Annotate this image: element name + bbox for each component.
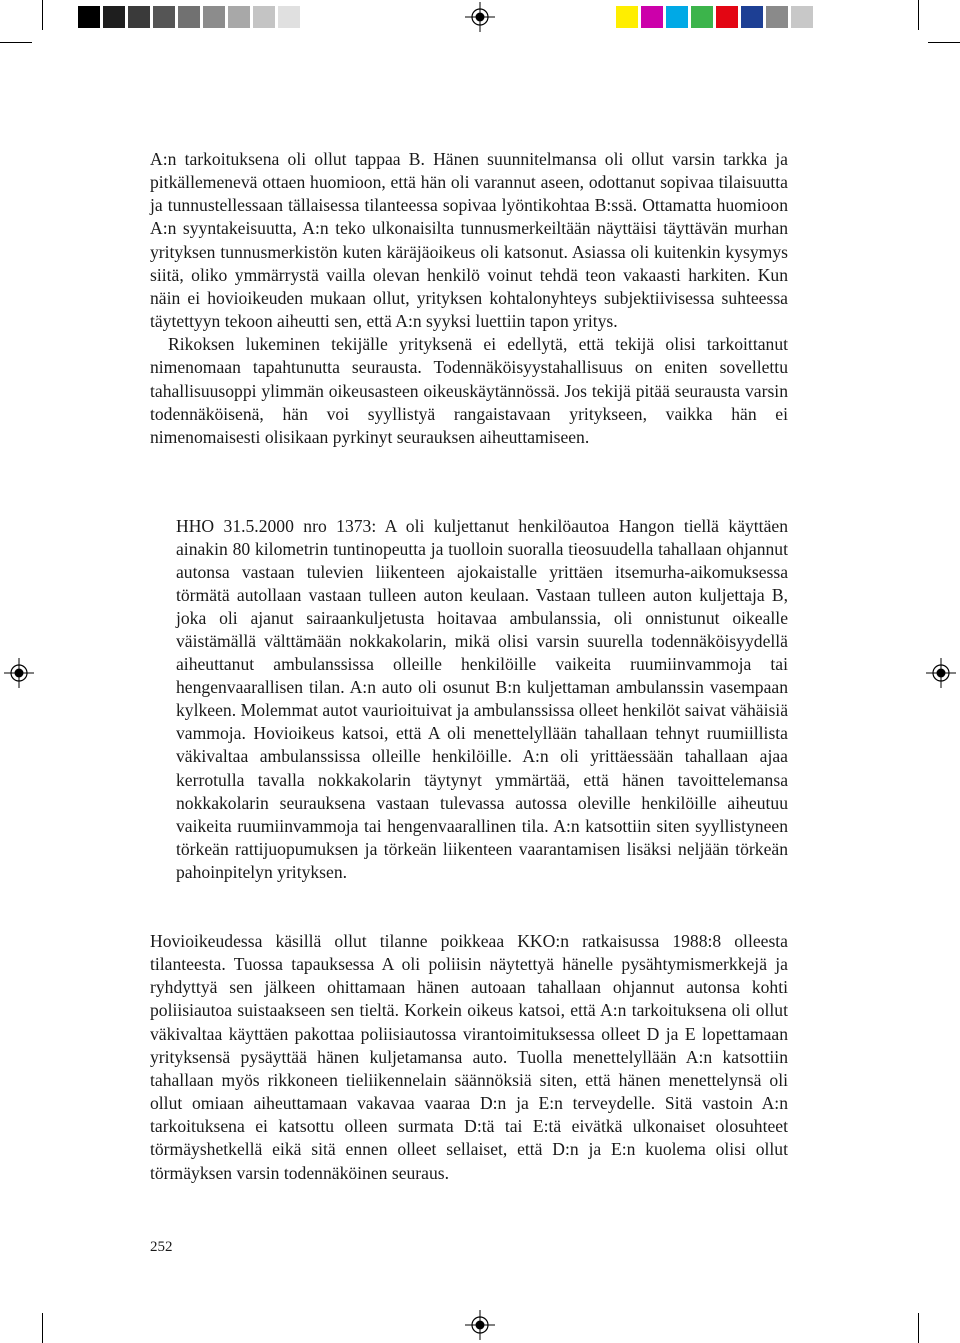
- crop-mark-top-left-horizontal: [0, 42, 32, 43]
- gray-swatch: [278, 6, 300, 28]
- color-swatch: [791, 6, 813, 28]
- gray-swatch: [178, 6, 200, 28]
- gray-swatch: [78, 6, 100, 28]
- paragraph-1: A:n tarkoituksena oli ollut tappaa B. Hänen suunnitelmansa oli ollut varsin tarkka ja pitkällemenevä ottaen huomioon, että hän oli varannut aseen, odottanut sopivaa tilaisuutta ja tunnustellessaan tällaisessa tilanteessa sopivaa lyöntikohtaa B:ssä. Ottamatta huomioon A:n syyntakeisuutta, A:n teko ulkonaisilta tunnusmerkeiltään näyttäisi täyttävän murhan yrityksen tunnusmerkistön kuten käräjäoikeus oli katsonut. Asiassa oli kuitenkin kysymys siitä, oliko ymmärrystä vailla olevan henkilö voinut tehdä teon vakaasti harkiten. Kun näin ei hovioikeuden mukaan ollut, yrityksen kohtalonyhteys subjektiivisessa suhteessa täytettyyn tekoon aiheutti sen, että A:n syyksi luettiin tapon yritys.: [150, 149, 788, 332]
- registration-mark-icon: [465, 1310, 495, 1340]
- page-number: 252: [150, 1239, 173, 1255]
- gray-swatch: [228, 6, 250, 28]
- color-swatch: [741, 6, 763, 28]
- color-swatch: [716, 6, 738, 28]
- registration-mark-icon: [465, 2, 495, 32]
- gray-swatch: [128, 6, 150, 28]
- registration-mark-icon: [926, 658, 956, 688]
- color-swatch: [766, 6, 788, 28]
- color-swatch: [616, 6, 638, 28]
- case-excerpt: [176, 515, 788, 884]
- color-swatch: [691, 6, 713, 28]
- case-text: HHO 31.5.2000 nro 1373: A oli kuljettanut henkilöautoa Hangon tiellä käyttäen ainakin 80 kilometrin tuntinopeutta ja tuolloin suoralla tieosuudella tahallaan ohjannut autonsa vastaan tulevien liikenteen ajokaistalle yrittäen itsemurha-aikomuksessa törmätä autollaan vastaan tulleen auton keulaan. Vastaan tulleen auton kuljettaja B, joka oli ajanut sairaankuljetusta hoitavaa ambulanssia, oli onnistunut oikealle väistämällä välttämään nokkakolarin, mikä olisi varsin suurella todennäköisyydellä aiheuttanut ambulanssissa olleille henkilöille vaikeita ruumiinvammoja tai hengenvaarallisen tilan. A:n auto oli osunut B:n kuljettaman ambulanssin vasempaan kylkeen. Molemmat autot vaurioituivat ja ambulanssissa olleet henkilöt saivat vähäisiä vammoja. Hovioikeus katsoi, että A oli menettelyllään tahallaan tehnyt ruumiillista väkivaltaa ambulanssissa olleille henkilöille. A:n oli yrittäessään tahallaan ajaa kerrotulla tavalla nokkakolarin täytynyt ymmärtää, että hänen tavoittelemansa nokkakolarin seurauksena vastaan tulevassa autossa oleville henkilöille aiheutuu vaikeita ruumiinvammoja tai hengenvaarallinen tila. A:n katsottiin siten syyllistyneen törkeän rattijuopumuksen ja törkeän liikenteen vaarantamisen lisäksi neljään törkeän pahoinpitelyn yrityksen.: [176, 516, 788, 882]
- gray-swatch: [253, 6, 275, 28]
- gray-swatch: [203, 6, 225, 28]
- color-swatch: [641, 6, 663, 28]
- main-text-bottom: [150, 930, 788, 1185]
- crop-mark-top-right-vertical: [918, 0, 919, 30]
- crop-mark-bottom-right-vertical: [918, 1313, 919, 1343]
- paragraph-2: Rikoksen lukeminen tekijälle yrityksenä ei edellytä, että tekijä olisi tarkoittanut nimenomaan tapahtunutta seurausta. Todennäköisyystahallisuus on eniten sovellettu tahallisuusoppi ylimmän oikeusasteen oikeuskäytännössä. Jos tekijä pitää seurausta varsin todennäköisenä, hän voi syyllistyä rangaistavaan yritykseen, vaikka hän ei nimenomaisesti olisikaan pyrkinyt seurauksen aiheuttamiseen.: [150, 334, 788, 447]
- crop-mark-top-left-vertical: [42, 0, 43, 30]
- crop-mark-bottom-left-vertical: [42, 1313, 43, 1343]
- main-text-top: [150, 148, 788, 449]
- gray-swatch: [103, 6, 125, 28]
- color-swatch: [666, 6, 688, 28]
- gray-swatch: [153, 6, 175, 28]
- paragraph-3: Hovioikeudessa käsillä ollut tilanne poikkeaa KKO:n ratkaisussa 1988:8 olleesta tilanteesta. Tuossa tapauksessa A oli poliisin näytettyä hänelle pysähtymismerkkejä ja ryhdyttyä sen jälkeen ohittamaan hänen autoaan tahallaan ohjannut autonsa kohti poliisiautoa suistaakseen sen tieltä. Korkein oikeus katsoi, että A:n tarkoituksena oli ollut väkivaltaa käyttäen pakottaa poliisiautossa virantoimituksessa olleet D ja E lopettamaan yrityksensä pysäyttää hänen kuljetamansa auto. Tuolla menettelyllään A:n katsottiin tahallaan myös rikkoneen tieliikennelain säännöksiä siten, että hänen menettelynsä oli ollut omiaan aiheuttamaan vakavaa vaaraa D:n ja E:n terveydelle. Sitä vastoin A:n tarkoituksena ei katsottu olleen surmata D:tä tai E:tä eivätkä ulkonaiset olosuhteet törmäyshetkellä eikä sitä ennen olleet sellaiset, että D:n ja E:n kuolema olisi ollut törmäyksen varsin todennäköinen seuraus.: [150, 931, 788, 1183]
- registration-mark-icon: [4, 658, 34, 688]
- crop-mark-top-right-horizontal: [928, 42, 960, 43]
